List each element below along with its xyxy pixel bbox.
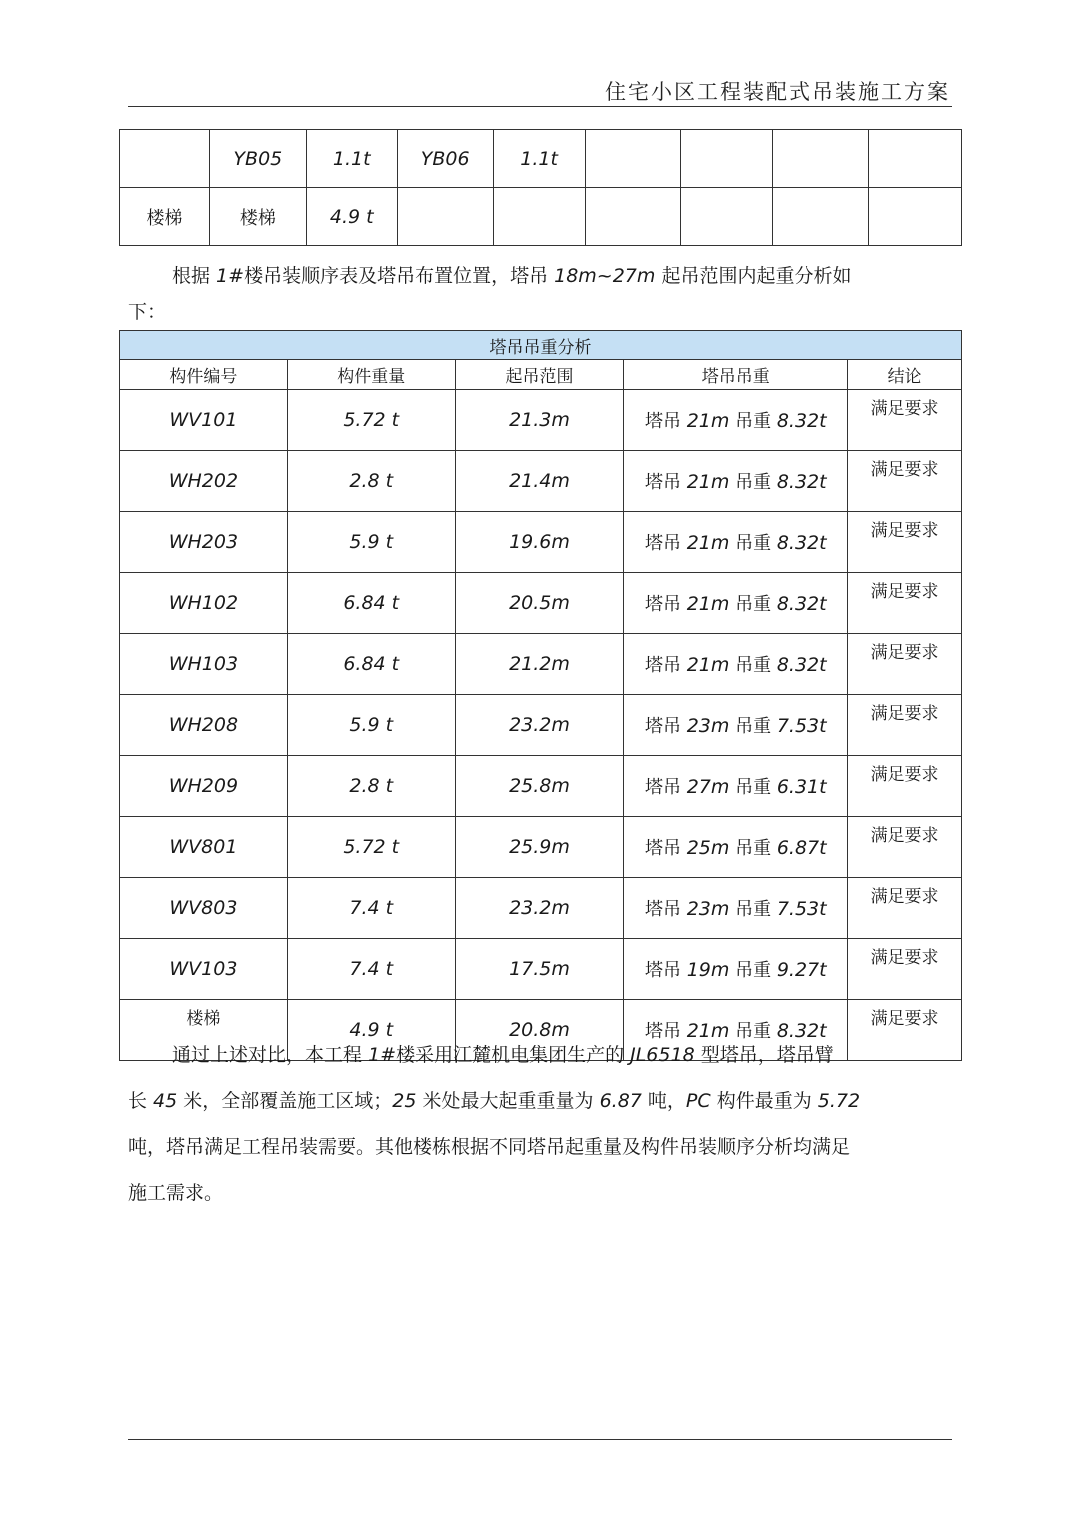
closing-text: 米，全部覆盖施工区域； xyxy=(177,1090,393,1112)
table-cell xyxy=(585,188,681,246)
crane-capacity-text: 吊重 xyxy=(729,655,777,676)
lift-range-cell: 19.6m xyxy=(455,512,624,573)
lift-range-cell: 21.4m xyxy=(455,451,624,512)
crane-capacity-text: 23m xyxy=(686,898,730,920)
closing-text: 1# xyxy=(368,1044,397,1066)
intro-text: 起吊范围内起重分析如 xyxy=(655,265,852,287)
crane-capacity-cell xyxy=(624,878,848,939)
crane-capacity-text: 6.87t xyxy=(776,837,827,859)
crane-capacity-text: 19m xyxy=(686,959,730,981)
component-weight-cell: 5.9 t xyxy=(287,695,455,756)
crane-capacity-text: 8.32t xyxy=(776,410,827,432)
crane-capacity-text: 吊重 xyxy=(729,899,777,920)
crane-capacity-text: 吊重 xyxy=(729,594,777,615)
table-cell: YB06 xyxy=(397,130,493,188)
crane-capacity-text: 塔吊 xyxy=(644,716,687,737)
crane-capacity-text: 吊重 xyxy=(729,960,777,981)
crane-capacity-cell xyxy=(624,817,848,878)
crane-capacity-text: 吊重 xyxy=(729,1021,777,1042)
component-id-cell: WH103 xyxy=(120,634,288,695)
table-row xyxy=(120,512,962,573)
closing-text: 施工需求。 xyxy=(128,1182,224,1204)
result-cell: 满足要求 xyxy=(848,390,962,451)
component-id-cell: WH208 xyxy=(120,695,288,756)
closing-text: 45 xyxy=(153,1090,178,1112)
crane-capacity-text: 塔吊 xyxy=(644,594,687,615)
lift-range-cell: 25.8m xyxy=(455,756,624,817)
table-row xyxy=(120,634,962,695)
closing-text: 米处最大起重重量为 xyxy=(416,1090,600,1112)
component-id-cell: WV101 xyxy=(120,390,288,451)
lift-range-cell: 21.2m xyxy=(455,634,624,695)
closing-text: 楼采用江麓机电集团生产的 xyxy=(396,1044,631,1066)
component-weight-table-continued xyxy=(119,129,962,246)
table-cell xyxy=(681,130,773,188)
result-cell: 满足要求 xyxy=(848,634,962,695)
component-id-cell: WH203 xyxy=(120,512,288,573)
table-cell: 1.1t xyxy=(493,130,585,188)
table-caption-row xyxy=(120,331,962,360)
table-cell xyxy=(773,130,869,188)
crane-capacity-cell xyxy=(624,695,848,756)
intro-text: 楼吊装顺序表及塔吊布置位置，塔吊 xyxy=(244,265,555,287)
crane-capacity-text: 27m xyxy=(686,776,730,798)
column-header: 构件重量 xyxy=(287,360,455,390)
column-header: 构件编号 xyxy=(120,360,288,390)
crane-capacity-text: 21m xyxy=(686,1020,730,1042)
table-cell xyxy=(773,188,869,246)
crane-capacity-cell xyxy=(624,939,848,1000)
result-cell: 满足要求 xyxy=(848,695,962,756)
crane-capacity-text: 塔吊 xyxy=(644,777,687,798)
closing-text: 吨，塔吊满足工程吊装需要。其他楼栋根据不同塔吊起重量及构件吊装顺序分析均满足 xyxy=(128,1136,851,1158)
crane-capacity-text: 吊重 xyxy=(729,777,777,798)
result-cell: 满足要求 xyxy=(848,817,962,878)
lift-range-cell: 25.9m xyxy=(455,817,624,878)
table-cell: 4.9 t xyxy=(306,188,397,246)
component-weight-cell: 6.84 t xyxy=(287,573,455,634)
crane-capacity-text: 21m xyxy=(686,654,730,676)
component-weight-cell: 7.4 t xyxy=(287,878,455,939)
table-row xyxy=(120,573,962,634)
crane-capacity-text: 塔吊 xyxy=(644,838,687,859)
closing-text: 25 xyxy=(392,1090,417,1112)
component-id-cell: WH209 xyxy=(120,756,288,817)
crane-capacity-text: 21m xyxy=(686,593,730,615)
component-weight-cell: 5.9 t xyxy=(287,512,455,573)
intro-paragraph xyxy=(128,258,958,330)
table-row xyxy=(120,130,962,188)
crane-capacity-text: 21m xyxy=(686,471,730,493)
crane-capacity-text: 吊重 xyxy=(729,533,777,554)
table-cell xyxy=(120,130,210,188)
crane-capacity-text: 吊重 xyxy=(729,716,777,737)
crane-capacity-text: 25m xyxy=(686,837,730,859)
component-weight-cell: 7.4 t xyxy=(287,939,455,1000)
crane-capacity-text: 塔吊 xyxy=(644,655,687,676)
table-cell xyxy=(869,130,962,188)
table-cell: 楼梯 xyxy=(120,188,210,246)
column-header: 起吊范围 xyxy=(455,360,624,390)
table-cell: 楼梯 xyxy=(209,188,306,246)
crane-capacity-text: 吊重 xyxy=(729,411,777,432)
table-row xyxy=(120,817,962,878)
crane-capacity-text: 塔吊 xyxy=(644,899,687,920)
crane-capacity-text: 7.53t xyxy=(776,715,827,737)
crane-capacity-text: 塔吊 xyxy=(644,533,687,554)
component-id-cell: WV801 xyxy=(120,817,288,878)
lift-range-cell: 21.3m xyxy=(455,390,624,451)
table-body xyxy=(120,390,962,1061)
table-row xyxy=(120,756,962,817)
result-cell: 满足要求 xyxy=(848,512,962,573)
closing-text: 型塔吊，塔吊臂 xyxy=(694,1044,834,1066)
closing-text: 长 xyxy=(128,1090,154,1112)
crane-capacity-text: 塔吊 xyxy=(644,960,687,981)
component-weight-cell: 5.72 t xyxy=(287,817,455,878)
table-cell xyxy=(585,130,681,188)
intro-text: 1# xyxy=(216,265,245,287)
table-row xyxy=(120,451,962,512)
table-row xyxy=(120,188,962,246)
result-cell: 满足要求 xyxy=(848,1000,962,1061)
lift-range-cell: 23.2m xyxy=(455,695,624,756)
crane-capacity-text: 9.27t xyxy=(776,959,827,981)
crane-capacity-text: 6.31t xyxy=(776,776,827,798)
component-weight-cell: 6.84 t xyxy=(287,634,455,695)
closing-text: 6.87 xyxy=(599,1090,642,1112)
page-header-title: 住宅小区工程装配式吊装施工方案 xyxy=(605,80,950,104)
table-cell xyxy=(493,188,585,246)
table-cell: 1.1t xyxy=(306,130,397,188)
lift-range-cell: 23.2m xyxy=(455,878,624,939)
lift-range-cell: 20.5m xyxy=(455,573,624,634)
closing-paragraph xyxy=(128,1032,958,1216)
lift-range-cell: 17.5m xyxy=(455,939,624,1000)
crane-load-analysis-table xyxy=(119,330,962,1061)
column-header: 结论 xyxy=(848,360,962,390)
lift-range-cell: 20.8m xyxy=(455,1000,624,1061)
result-cell: 满足要求 xyxy=(848,756,962,817)
table-cell xyxy=(397,188,493,246)
column-header: 塔吊吊重 xyxy=(624,360,848,390)
closing-text: 通过上述对比，本工程 xyxy=(172,1044,369,1066)
crane-capacity-text: 8.32t xyxy=(776,593,827,615)
component-id-cell: WH202 xyxy=(120,451,288,512)
component-id-cell: 楼梯 xyxy=(120,1000,288,1061)
intro-text: 根据 xyxy=(172,265,217,287)
closing-text: 5.72 xyxy=(817,1090,861,1112)
crane-capacity-text: 塔吊 xyxy=(644,472,687,493)
result-cell: 满足要求 xyxy=(848,573,962,634)
component-weight-cell: 2.8 t xyxy=(287,451,455,512)
component-weight-cell: 5.72 t xyxy=(287,390,455,451)
result-cell: 满足要求 xyxy=(848,939,962,1000)
table-row xyxy=(120,695,962,756)
closing-text: 吨， xyxy=(641,1090,686,1112)
crane-capacity-text: 21m xyxy=(686,410,730,432)
table-header-row xyxy=(120,360,962,390)
component-id-cell: WH102 xyxy=(120,573,288,634)
result-cell: 满足要求 xyxy=(848,451,962,512)
result-cell: 满足要求 xyxy=(848,878,962,939)
crane-capacity-text: 吊重 xyxy=(729,472,777,493)
table-row xyxy=(120,878,962,939)
table-cell xyxy=(681,188,773,246)
crane-capacity-cell xyxy=(624,634,848,695)
crane-capacity-text: 吊重 xyxy=(729,838,777,859)
crane-capacity-text: 8.32t xyxy=(776,532,827,554)
crane-capacity-text: 塔吊 xyxy=(644,411,687,432)
crane-capacity-cell xyxy=(624,451,848,512)
crane-capacity-text: 8.32t xyxy=(776,654,827,676)
crane-capacity-text: 8.32t xyxy=(776,1020,827,1042)
closing-text: JL6518 xyxy=(630,1044,695,1066)
table-row xyxy=(120,390,962,451)
crane-capacity-text: 塔吊 xyxy=(644,1021,687,1042)
crane-capacity-text: 7.53t xyxy=(776,898,827,920)
crane-capacity-cell xyxy=(624,573,848,634)
table-row xyxy=(120,939,962,1000)
crane-capacity-cell xyxy=(624,512,848,573)
table-caption: 塔吊吊重分析 xyxy=(120,331,962,360)
closing-text: PC xyxy=(685,1090,711,1112)
closing-text: 构件最重为 xyxy=(710,1090,818,1112)
crane-capacity-text: 21m xyxy=(686,532,730,554)
crane-capacity-text: 23m xyxy=(686,715,730,737)
component-weight-cell: 4.9 t xyxy=(287,1000,455,1061)
component-id-cell: WV803 xyxy=(120,878,288,939)
crane-capacity-cell xyxy=(624,756,848,817)
component-weight-cell: 2.8 t xyxy=(287,756,455,817)
intro-text: 18m~27m xyxy=(554,265,656,287)
crane-capacity-text: 8.32t xyxy=(776,471,827,493)
footer-rule xyxy=(128,1439,952,1440)
header-rule xyxy=(128,106,952,107)
table-cell: YB05 xyxy=(209,130,306,188)
intro-text: 下： xyxy=(128,301,167,323)
crane-capacity-cell xyxy=(624,390,848,451)
component-id-cell: WV103 xyxy=(120,939,288,1000)
table-cell xyxy=(869,188,962,246)
